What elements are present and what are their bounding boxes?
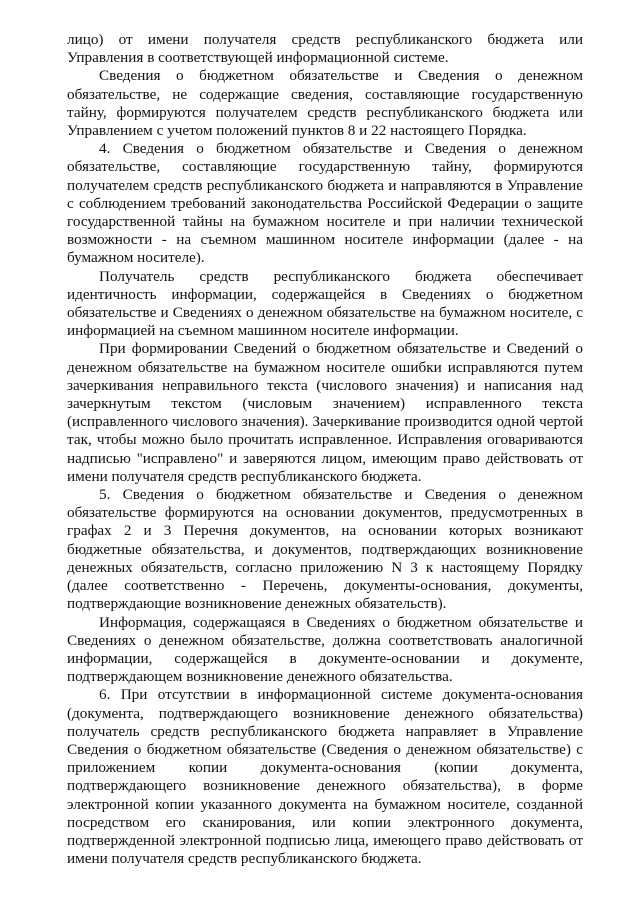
paragraph-item-6: 6. При отсутствии в информационной системе документа-основания (документа, подтверждающего возникновение денежного обязательства) получатель средств республиканского бюджета направляет в Управление Сведения о бюджетном обязательстве (Сведения о денежном обязательстве) с приложением копии документа-основания (копии документа, подтверждающего возникновение денежного обязательства), в форме электронной копии указанного документа на бумажном носителе, созданной посредством его сканирования, или копии электронного документа, подтвержденной электронной подписью лица, имеющего право действовать от имени получателя средств республиканского бюджета. bbox=[67, 686, 583, 868]
paragraph-info-consistency: Информация, содержащаяся в Сведениях о бюджетном обязательстве и Сведениях о денежном обязательстве, должна соответствовать аналогичной информации, содержащейся в документе-основании и документе, подтверждающем возникновение денежного обязательства. bbox=[67, 613, 583, 686]
paragraph-continuation: лицо) от имени получателя средств республиканского бюджета или Управления в соответствующей информационной системе. bbox=[67, 31, 583, 67]
paragraph-corrections: При формировании Сведений о бюджетном обязательстве и Сведений о денежном обязательстве на бумажном носителе ошибки исправляются путем зачеркивания неправильного текста (числового значения) и написания над зачеркнутым текстом (числовым значением) исправленного текста (исправленного числового значения). Зачеркивание производится одной чертой так, чтобы можно было прочитать исправленное. Исправления оговариваются надписью "исправлено" и заверяются лицом, имеющим право действовать от имени получателя средств республиканского бюджета. bbox=[67, 340, 583, 485]
paragraph-identity-of-info: Получатель средств республиканского бюджета обеспечивает идентичность информации, содержащейся в Сведениях о бюджетном обязательстве и Сведениях о денежном обязательстве на бумажном носителе, с информацией на съемном машинном носителе информации. bbox=[67, 267, 583, 340]
paragraph-item-5: 5. Сведения о бюджетном обязательстве и Сведения о денежном обязательстве формируются на основании документов, предусмотренных в графах 2 и 3 Перечня документов, на основании которых возникают бюджетные обязательства, и документов, подтверждающих возникновение денежных обязательств, согласно приложению N 3 к настоящему Порядку (далее соответственно - Перечень, документы-основания, документы, подтверждающие возникновение денежных обязательств). bbox=[67, 486, 583, 613]
paragraph-unclassified-info: Сведения о бюджетном обязательстве и Сведения о денежном обязательстве, не содержащие сведения, составляющие государственную тайну, формируются получателем средств республиканского бюджета или Управлением с учетом положений пунктов 8 и 22 настоящего Порядка. bbox=[67, 67, 583, 140]
document-page bbox=[67, 31, 583, 868]
paragraph-item-4: 4. Сведения о бюджетном обязательстве и Сведения о денежном обязательстве, составляющие государственную тайну, формируются получателем средств республиканского бюджета и направляются в Управление с соблюдением требований законодательства Российской Федерации о защите государственной тайны на бумажном носителе и при наличии технической возможности - на съемном машинном носителе информации (далее - на бумажном носителе). bbox=[67, 140, 583, 267]
